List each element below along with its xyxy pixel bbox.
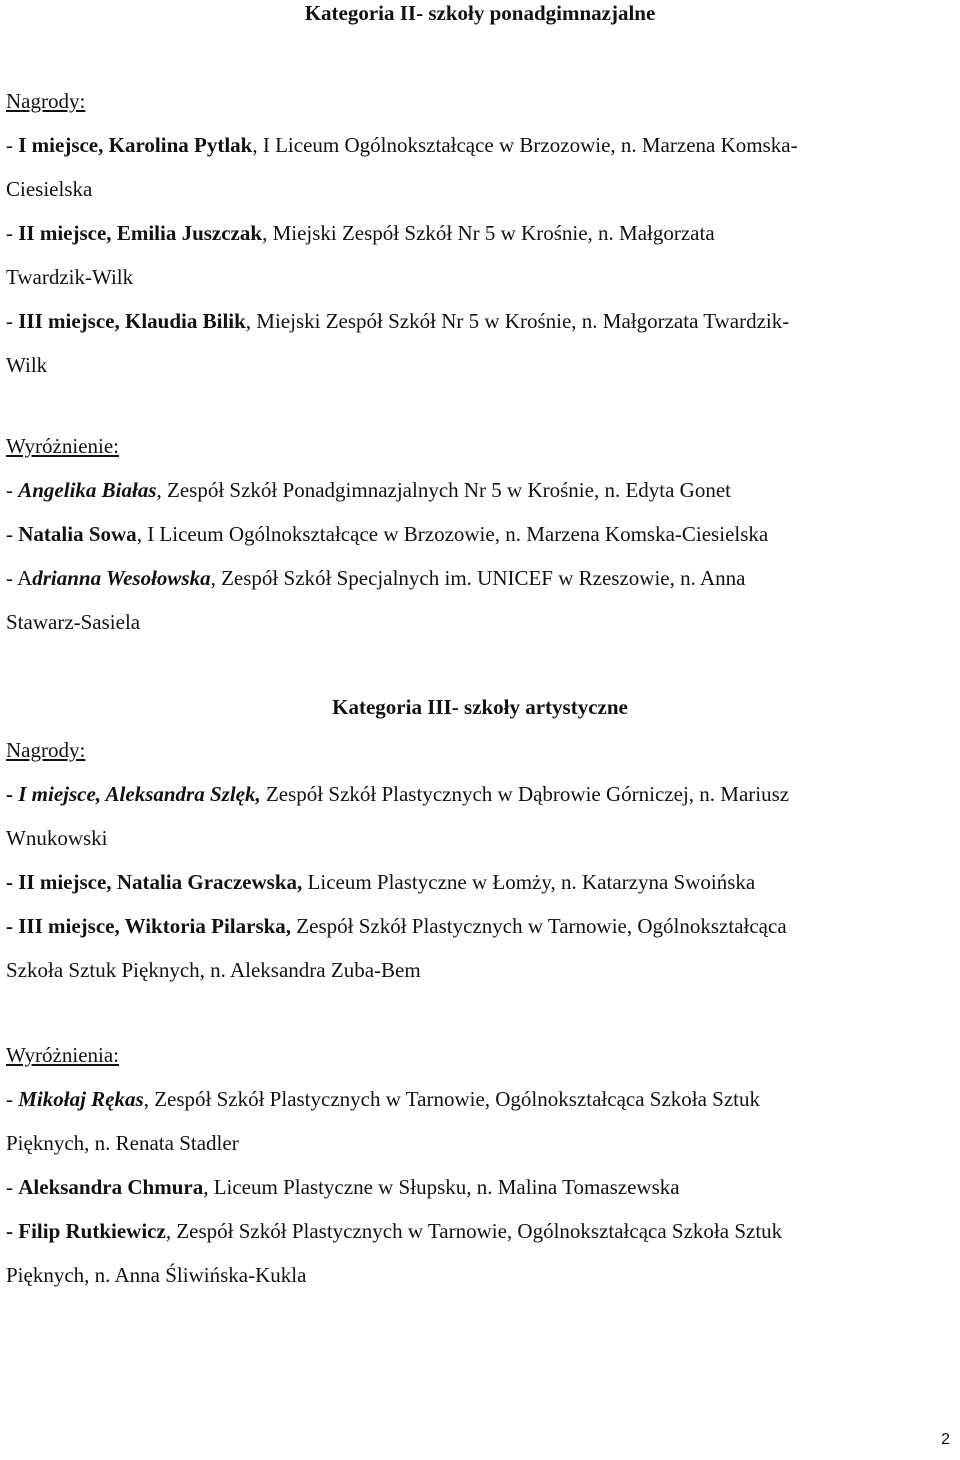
list-item: - II miejsce, Natalia Graczewska, Liceum Plastyczne w Łomży, n. Katarzyna Swoińska	[6, 870, 756, 894]
list-item: - III miejsce, Klaudia Bilik, Miejski Zespół Szkół Nr 5 w Krośnie, n. Małgorzata Twardzik-	[6, 309, 790, 333]
list-item-continuation: Szkoła Sztuk Pięknych, n. Aleksandra Zuba-Bem	[6, 958, 421, 982]
list-item: - Natalia Sowa, I Liceum Ogólnokształcące w Brzozowie, n. Marzena Komska-Ciesielska	[6, 522, 769, 546]
list-item-continuation: Pięknych, n. Renata Stadler	[6, 1131, 239, 1155]
list-item: - Aleksandra Chmura, Liceum Plastyczne w Słupsku, n. Malina Tomaszewska	[6, 1175, 680, 1199]
category-2-title: Kategoria II- szkoły ponadgimnazjalne	[304, 1, 656, 25]
category-2-mentions-section	[6, 424, 954, 644]
list-item: - I miejsce, Aleksandra Szlęk, Zespół Szkół Plastycznych w Dąbrowie Górniczej, n. Mariusz	[6, 782, 790, 806]
category-3-mentions-section	[6, 1033, 954, 1297]
category-3-prizes-section	[6, 728, 954, 992]
category-3-prizes-heading: Nagrody:	[6, 738, 86, 762]
page-number: 2	[941, 1431, 950, 1448]
category-3-mentions-heading: Wyróżnienia:	[6, 1043, 120, 1067]
list-item: - II miejsce, Emilia Juszczak, Miejski Zespół Szkół Nr 5 w Krośnie, n. Małgorzata	[6, 221, 715, 245]
list-item-continuation: Wilk	[6, 353, 48, 377]
list-item-continuation: Wnukowski	[6, 826, 108, 850]
list-item-continuation: Stawarz-Sasiela	[6, 610, 141, 634]
category-2-prizes-section	[6, 79, 954, 387]
category-2-prizes-heading: Nagrody:	[6, 89, 86, 113]
list-item: - I miejsce, Karolina Pytlak, I Liceum Ogólnokształcące w Brzozowie, n. Marzena Komska-	[6, 133, 798, 157]
list-item: - Adrianna Wesołowska, Zespół Szkół Specjalnych im. UNICEF w Rzeszowie, n. Anna	[6, 566, 746, 590]
list-item-continuation: Ciesielska	[6, 177, 93, 201]
list-item: - III miejsce, Wiktoria Pilarska, Zespół Szkół Plastycznych w Tarnowie, Ogólnokształcąca	[6, 914, 787, 938]
list-item: - Angelika Białas, Zespół Szkół Ponadgimnazjalnych Nr 5 w Krośnie, n. Edyta Gonet	[6, 478, 732, 502]
category-3-title: Kategoria III- szkoły artystyczne	[332, 695, 628, 719]
category-2-mentions-heading: Wyróżnienie:	[6, 434, 120, 458]
list-item-continuation: Pięknych, n. Anna Śliwińska-Kukla	[6, 1263, 307, 1287]
list-item-continuation: Twardzik-Wilk	[6, 265, 134, 289]
list-item: - Filip Rutkiewicz, Zespół Szkół Plastycznych w Tarnowie, Ogólnokształcąca Szkoła Sztuk	[6, 1219, 783, 1243]
list-item: - Mikołaj Rękas, Zespół Szkół Plastycznych w Tarnowie, Ogólnokształcąca Szkoła Sztuk	[6, 1087, 761, 1111]
